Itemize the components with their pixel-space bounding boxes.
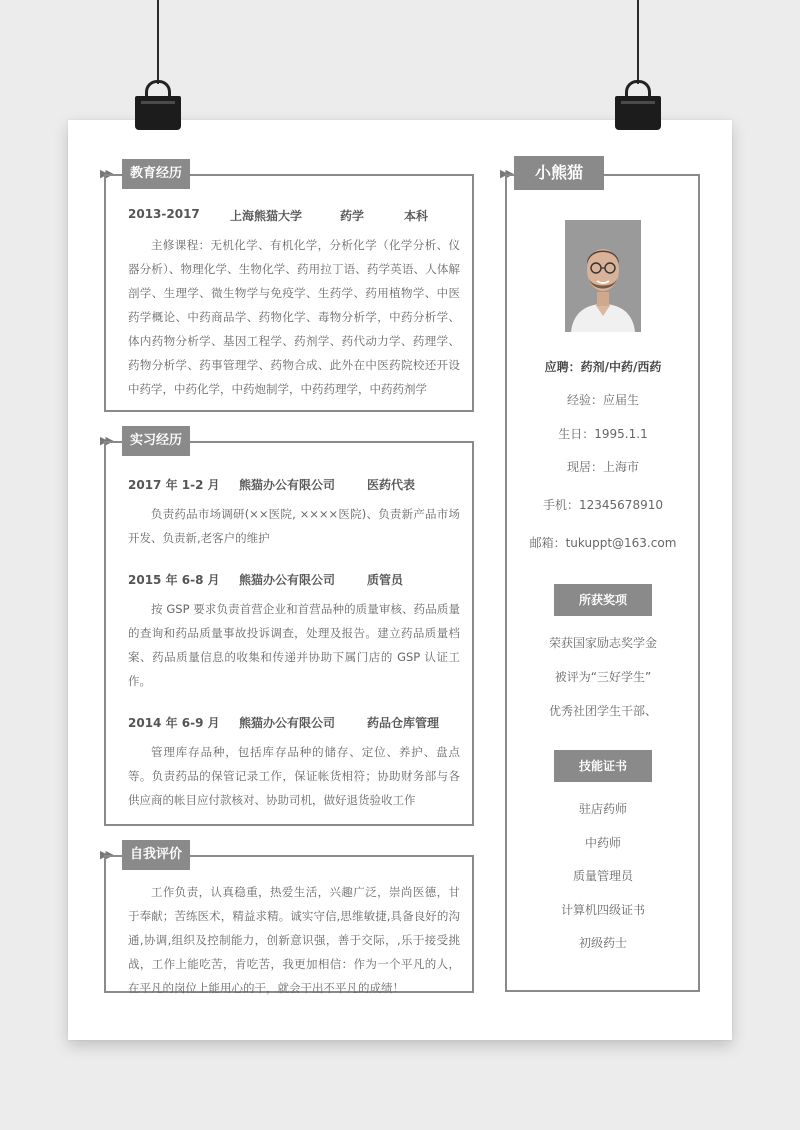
internship-period: 2015 年 6-8 月 [128, 573, 220, 587]
hanging-string-right [637, 0, 639, 84]
education-title: 教育经历 [122, 159, 190, 189]
skills-title: 技能证书 [554, 750, 652, 782]
skill-item: 质量管理员 [572, 869, 633, 883]
education-period: 2013-2017 [128, 207, 200, 221]
internship-desc: 按 GSP 要求负责首营企业和首营品种的质量审核、药品质量的查询和药品质量事故投诉调查，处理及报告。建立药品质量档案、药品质量信息的收集和传递并协助下属门店的 GSP 认证工作。 [128, 602, 460, 688]
internship-role: 药品仓库管理 [367, 716, 440, 730]
education-degree: 本科 [404, 209, 429, 223]
double-arrow-icon: ▶▶ [100, 848, 111, 861]
skill-item: 计算机四级证书 [560, 903, 645, 917]
education-major: 药学 [340, 209, 365, 223]
internship-period: 2014 年 6-9 月 [128, 716, 220, 730]
candidate-name: 小熊猫 [514, 156, 604, 190]
internship-desc: 负责药品市场调研(××医院, ××××医院)、负责新产品市场开发、负责新,老客户的维护 [128, 507, 460, 545]
internship-company: 熊猫办公有限公司 [239, 716, 336, 730]
education-courses: 主修课程：无机化学、有机化学，分析化学（化学分析、仪器分析）、物理化学、生物化学、药用拉丁语、药学英语、人体解剖学、生理学、微生物学与免疫学、生药学、药用植物学、中医药学概论、中药商品学、药物化学、毒物分析学，中药分析学、体内药物分析学、基因工程学、药剂学、药代动力学、药理学、药物分析学、药事管理学、药物合成、此外在中医药院校还开设中药学，中药化学，中药炮制学，中药药理学，中药药剂学 [128, 238, 460, 396]
self-eval-text: 工作负责，认真稳重，热爱生活，兴趣广泛，崇尚医德，甘于奉献；苦练医术，精益求精。诚实守信,思维敏捷,具备良好的沟通,协调,组织及控制能力，创新意识强，善于交际，,乐于接受挑战，工作上能吃苦，肯吃苦，我更加相信：作为一个平凡的人，在平凡的岗位上能用心的干，就会干出不平凡的成绩！ [128, 885, 460, 995]
skill-item: 初级药士 [578, 936, 627, 950]
profile-location: 现居：上海市 [566, 460, 639, 474]
profile-birthday: 生日：1995.1.1 [558, 427, 648, 441]
award-item: 被评为“三好学生” [554, 670, 652, 684]
award-item: 优秀社团学生干部、 [548, 704, 657, 718]
internship-company: 熊猫办公有限公司 [239, 573, 336, 587]
binder-clip-left [135, 96, 181, 130]
award-item: 荣获国家励志奖学金 [548, 636, 657, 650]
profile-email: 邮箱：tukuppt@163.com [529, 536, 677, 550]
profile-position: 应聘：药剂/中药/西药 [544, 360, 662, 374]
binder-clip-right [615, 96, 661, 130]
profile-phone: 手机：12345678910 [543, 498, 663, 512]
internship-title: 实习经历 [122, 426, 190, 456]
internship-period: 2017 年 1-2 月 [128, 478, 220, 492]
hanging-string-left [157, 0, 159, 84]
double-arrow-icon: ▶▶ [100, 434, 111, 447]
internship-company: 熊猫办公有限公司 [239, 478, 336, 492]
double-arrow-icon: ▶▶ [500, 167, 511, 180]
awards-title: 所获奖项 [554, 584, 652, 616]
profile-photo [565, 220, 641, 332]
self-eval-title: 自我评价 [122, 840, 190, 870]
internship-role: 医药代表 [367, 478, 416, 492]
internship-desc: 管理库存品种，包括库存品种的储存、定位、养护、盘点等。负责药品的保管记录工作，保证帐货相符；协助财务部与各供应商的帐目应付款核对、协助司机，做好退货验收工作 [128, 745, 460, 807]
profile-experience: 经验：应届生 [566, 393, 639, 407]
skill-item: 驻店药师 [578, 802, 627, 816]
internship-role: 质管员 [367, 573, 404, 587]
portrait-image [565, 220, 641, 332]
skill-item: 中药师 [584, 836, 621, 850]
education-school: 上海熊猫大学 [230, 209, 303, 223]
double-arrow-icon: ▶▶ [100, 167, 111, 180]
